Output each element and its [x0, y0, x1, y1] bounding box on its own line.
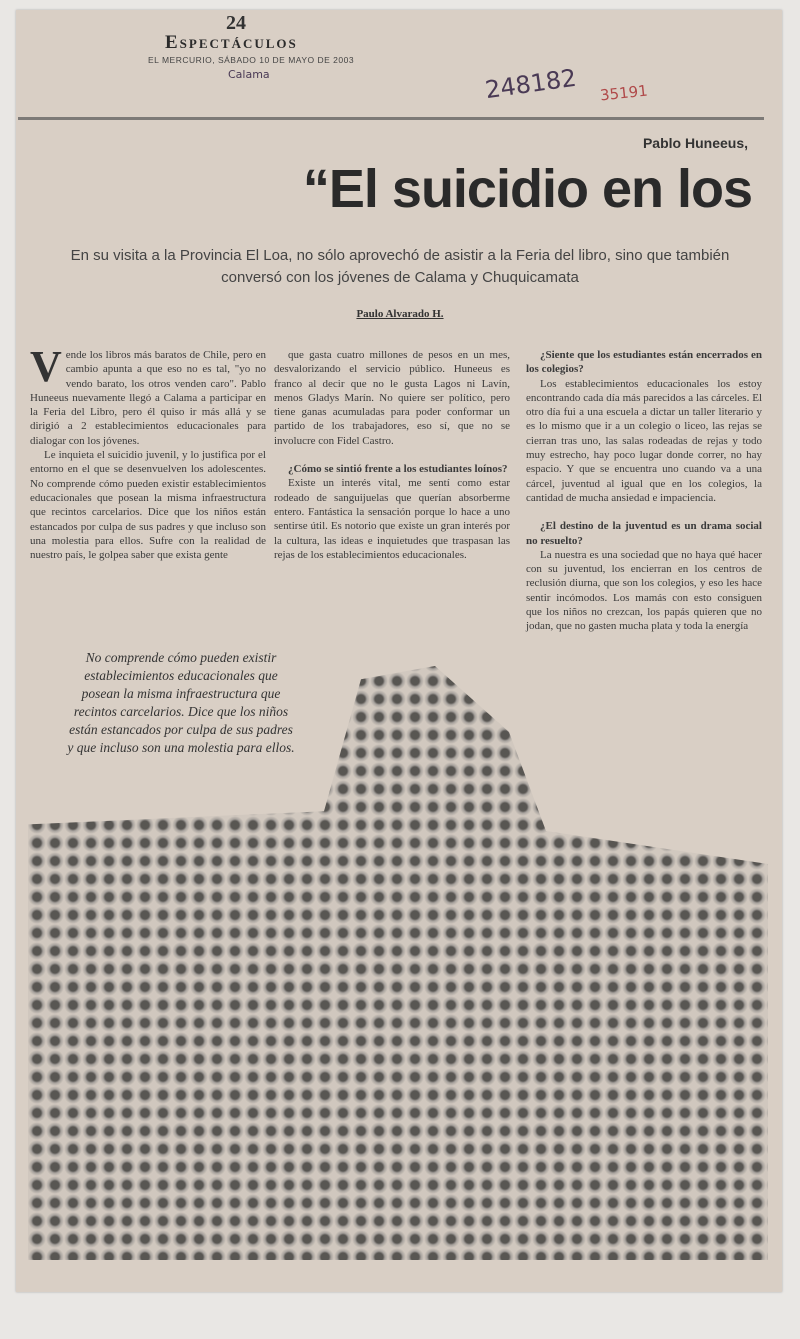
- byline: Paulo Alvarado H.: [356, 308, 444, 320]
- handwritten-number-red: 35191: [599, 81, 649, 105]
- divider: [18, 117, 764, 120]
- page-number: 24: [226, 12, 246, 34]
- column-1: [30, 342, 266, 562]
- question: ¿El destino de la juventud es un drama social no resuelto?: [526, 520, 762, 547]
- answer: Existe un interés vital, me sentí como estar rodeado de sanguijuelas que querían absorberme entero. Fantástica la sensación porque lo hace a uno sentirse útil. Es notorio que existe un gran interés por la cultura, las ideas e inquietudes que traspasan las rejas de los establecimientos educacionales.: [274, 477, 510, 561]
- answer: La nuestra es una sociedad que no haya qué hacer con su juventud, los encierran en los centros de reclusión diurna, que son los colegios, y eso les hace sentir incómodos. Los mamás con esto consiguen que los niños no crezcan, los papás quieren que no jodan, que no gasten mucha plata y toda la energía: [526, 548, 762, 633]
- headline: “El suicidio en los: [302, 159, 752, 219]
- deck: En su visita a la Provincia El Loa, no sólo aprovechó de asistir a la Feria del libro, sino que también conversó con los jóvenes de Calama y Chuquicamata: [70, 247, 730, 286]
- drop-cap: V: [30, 342, 62, 391]
- column-2: [274, 348, 510, 562]
- handwritten-number: 248182: [483, 63, 579, 105]
- dateline: EL MERCURIO, SÁBADO 10 DE MAYO DE 2003: [148, 55, 355, 65]
- kicker: Pablo Huneeus,: [642, 135, 748, 151]
- column-3: [526, 348, 762, 634]
- question: ¿Siente que los estudiantes están encerrados en los colegios?: [526, 349, 762, 376]
- paragraph: que gasta cuatro millones de pesos en un mes, desvalorizando el servicio público. Huneeus es franco al decir que no le gusta Lagos ni Lavín, menos Gladys Marín. No quiere ser político, pero tiene ganas acumuladas para poder conformar un partido de los trabajadores, eso sí, que no se involucre con Fidel Castro.: [274, 349, 510, 447]
- answer: Los establecimientos educacionales los estoy encontrando cada día más parecidos a las cárceles. El otro día fui a una escuela a dictar un taller literario y es lo mismo que ir a un colegio o liceo, las rejas se cierran tras uno, las salas rodeadas de rejas y todo muy estrecho, hay poco lugar donde correr, no hay espacio. Y que se encuentra uno cuando va a una cárcel, juventud al igual que en los colegios, la cantidad de mucha ansiedad e impaciencia.: [526, 377, 762, 504]
- paragraph: ende los libros más baratos de Chile, pero en cambio apunta a que eso no es tal, "yo no vendo barato, los otros venden caro". Pablo Huneeus nuevamente llegó a Calama a participar en la Feria del Libro, pero él quiso ir más allá y se dirigió a 2 establecimientos educacionales para dialogar con los jóvenes.: [30, 349, 266, 447]
- question: ¿Cómo se sintió frente a los estudiantes loínos?: [288, 463, 508, 476]
- handwritten-place: Calama: [228, 68, 270, 81]
- section-title: Espectáculos: [165, 32, 298, 53]
- pull-quote: No comprende cómo pueden existir establecimientos educacionales que posean la misma infraestructura que recintos carcelarios. Dice que los niños están estancados por culpa de sus padres y que incluso son una molestia para ellos.: [62, 645, 300, 761]
- paragraph: Le inquieta el suicidio juvenil, y lo justifica por el entorno en el que se desenvuelven los adolescentes. No comprende cómo pueden existir establecimientos educacionales que posean la misma infraestructura que recintos carcelarios. Dice que los niños están estancados por culpa de sus padres y que incluso son una molestia para ellos. Sufre con la realidad de nuestro país, le golpea saber que exista gente: [30, 449, 266, 562]
